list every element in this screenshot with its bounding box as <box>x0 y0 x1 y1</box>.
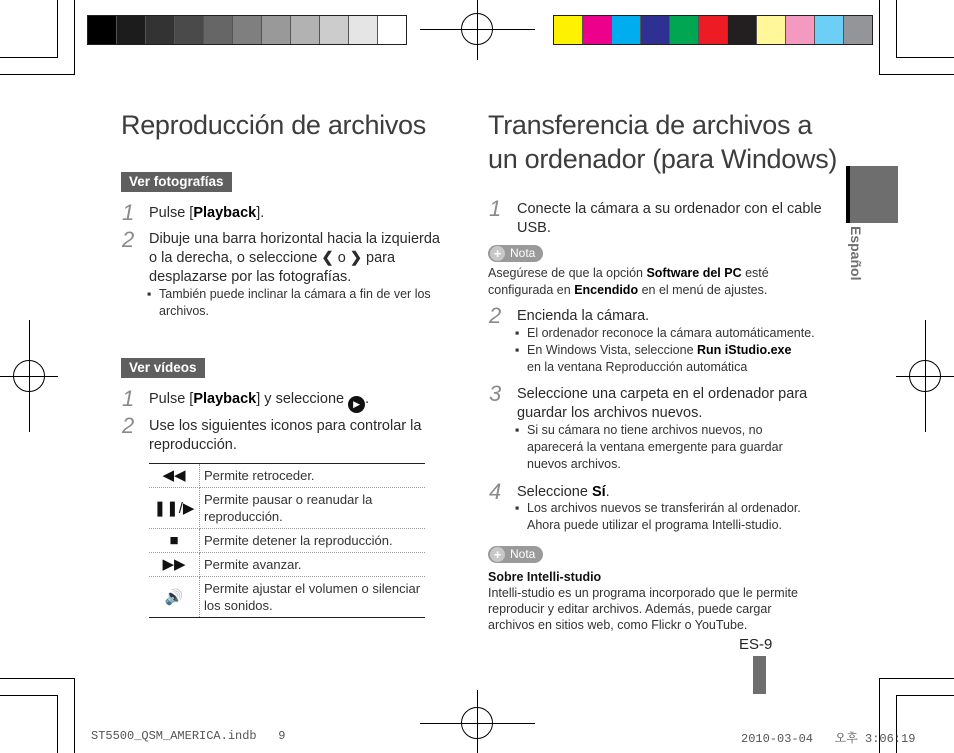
grayscale-color-bar <box>87 15 407 45</box>
crop-mark <box>896 0 897 58</box>
color-swatch <box>554 16 583 44</box>
chevron-left-icon: ❮ <box>321 250 334 266</box>
step-number: 1 <box>122 200 135 225</box>
step-number: 4 <box>489 479 502 504</box>
color-swatch <box>175 16 204 44</box>
page-title: Reproducción de archivos <box>121 110 426 140</box>
table-row: ▶▶ Permite avanzar. <box>149 553 425 577</box>
color-swatch <box>88 16 117 44</box>
plus-icon: + <box>490 246 505 261</box>
color-swatch <box>815 16 844 44</box>
step-text: Pulse [Playback] y seleccione ▶ . <box>149 390 369 413</box>
table-row: ■ Permite detener la reproducción. <box>149 529 425 553</box>
note-badge: + Nota <box>488 245 543 262</box>
step-text: Use los siguientes iconos para controlar la reproducción. <box>149 418 422 453</box>
step-text: Seleccione Sí. <box>517 484 610 500</box>
step-number: 1 <box>122 386 135 411</box>
color-swatch <box>641 16 670 44</box>
controls-table <box>149 463 425 618</box>
step-text: Seleccione una carpeta en el ordenador para guardar los archivos nuevos. <box>517 386 808 421</box>
rewind-icon: ◀◀ <box>149 464 200 488</box>
registration-mark <box>461 707 493 739</box>
chevron-right-icon: ❯ <box>349 250 362 266</box>
step-number: 2 <box>122 413 135 438</box>
color-swatch <box>378 16 406 44</box>
crop-mark <box>74 678 75 753</box>
bullet-note: ▪ En Windows Vista, seleccione Run iStudio.exe en la ventana Reproducción automática <box>515 343 792 374</box>
step-text: Dibuje una barra horizontal hacia la izquierda o la derecha, o seleccione ❮ o ❯ para desplazarse por las fotografías. <box>149 231 440 285</box>
plus-icon: + <box>490 547 505 562</box>
color-swatch <box>349 16 378 44</box>
play-icon: ▶ <box>348 396 365 413</box>
crop-mark <box>879 0 880 75</box>
color-swatch <box>233 16 262 44</box>
table-row: 🔊 Permite ajustar el volumen o silenciar los sonidos. <box>149 577 425 618</box>
section-tag-photos: Ver fotografías <box>121 172 232 192</box>
registration-mark <box>13 360 45 392</box>
bullet-note: ▪ El ordenador reconoce la cámara automáticamente. <box>515 326 815 340</box>
registration-mark <box>909 360 941 392</box>
crop-mark <box>0 74 75 75</box>
registration-mark <box>461 13 493 45</box>
bullet-note: ▪ También puede inclinar la cámara a fin de ver los archivos. <box>147 287 431 318</box>
bullet-note: ▪ Si su cámara no tiene archivos nuevos, no aparecerá la ventana emergente para guardar nuevos archivos. <box>515 423 783 471</box>
process-color-bar <box>553 15 873 45</box>
crop-mark <box>57 695 58 753</box>
color-swatch <box>291 16 320 44</box>
section-tag-videos: Ver vídeos <box>121 358 205 378</box>
footer-file: ST5500_QSM_AMERICA.indb 9 <box>91 729 286 743</box>
color-swatch <box>612 16 641 44</box>
fast-forward-icon: ▶▶ <box>149 553 200 577</box>
step-number: 1 <box>489 196 502 221</box>
color-swatch <box>844 16 872 44</box>
crop-mark <box>879 74 954 75</box>
color-swatch <box>786 16 815 44</box>
page-marker-bar <box>753 656 766 694</box>
crop-mark <box>0 57 58 58</box>
color-swatch <box>728 16 757 44</box>
table-row: ❚❚/▶ Permite pausar o reanudar la reproducción. <box>149 488 425 529</box>
crop-mark <box>896 57 954 58</box>
color-swatch <box>146 16 175 44</box>
language-tab <box>846 166 898 223</box>
color-swatch <box>757 16 786 44</box>
color-swatch <box>670 16 699 44</box>
step-number: 3 <box>489 381 502 406</box>
table-row: ◀◀ Permite retroceder. <box>149 464 425 488</box>
page-number: ES-9 <box>739 636 773 653</box>
bullet-note: ▪ Los archivos nuevos se transferirán al ordenador. Ahora puede utilizar el programa Intelli-studio. <box>515 501 801 532</box>
volume-icon: 🔊 <box>149 577 200 618</box>
step-text: Encienda la cámara. <box>517 308 650 324</box>
step-text: Conecte la cámara a su ordenador con el cable USB. <box>517 201 822 236</box>
step-number: 2 <box>122 227 135 252</box>
step-text: Pulse [Playback]. <box>149 205 265 221</box>
note-text: Sobre Intelli-studio Intelli-studio es un programa incorporado que le permite reproducir y editar archivos. Además, puede cargar archivos en sitios web, como Flickr o YouTube. <box>488 570 798 632</box>
language-label: Español <box>848 226 864 281</box>
footer-datetime: 2010-03-04 오후 3:06:19 <box>741 732 916 746</box>
crop-mark <box>74 0 75 75</box>
color-swatch <box>320 16 349 44</box>
crop-mark <box>879 678 954 679</box>
color-swatch <box>699 16 728 44</box>
crop-mark <box>0 695 58 696</box>
pause-play-icon: ❚❚/▶ <box>149 488 200 529</box>
color-swatch <box>262 16 291 44</box>
language-tab-edge <box>846 166 850 223</box>
section-title: Transferencia de archivos a un ordenador (para Windows) <box>488 110 838 174</box>
note-text: Asegúrese de que la opción Software del PC esté configurada en Encendido en el menú de ajustes. <box>488 266 769 297</box>
step-number: 2 <box>489 303 502 328</box>
color-swatch <box>583 16 612 44</box>
crop-mark <box>896 695 954 696</box>
crop-mark <box>0 678 75 679</box>
crop-mark <box>57 0 58 58</box>
stop-icon: ■ <box>149 529 200 553</box>
color-swatch <box>117 16 146 44</box>
note-badge: + Nota <box>488 546 543 563</box>
color-swatch <box>204 16 233 44</box>
